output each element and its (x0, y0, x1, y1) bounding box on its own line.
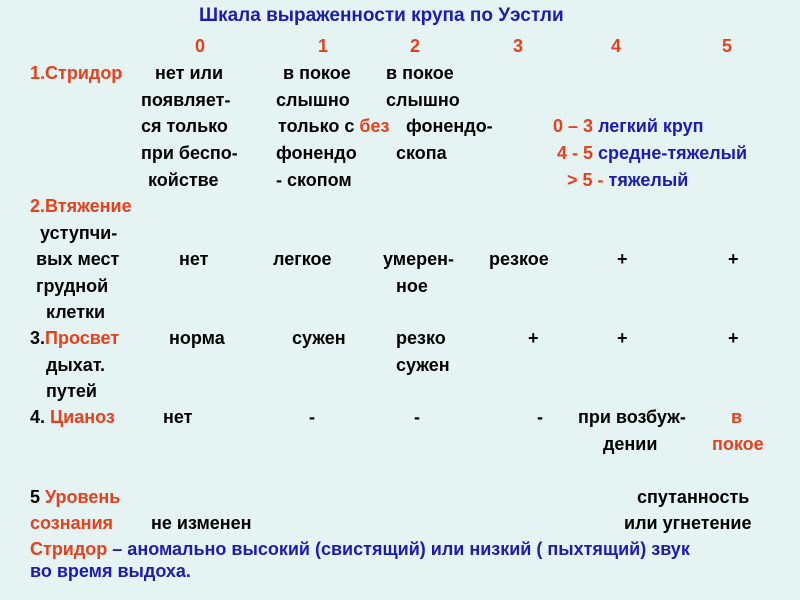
lumen-cell-1: сужен (292, 328, 346, 348)
row-label-retraction: 2.Втяжение (30, 196, 132, 216)
stridor-cell-3: слышно (386, 90, 460, 110)
consciousness-altered: или угнетение (624, 513, 752, 533)
lumen-label-line: путей (46, 381, 97, 401)
stridor-cell-2: слышно (276, 90, 350, 110)
cyanosis-cell-4: дении (603, 434, 658, 454)
retraction-cell-1: легкое (273, 249, 332, 269)
row-label-consciousness: 5 Уровень (30, 487, 121, 507)
retraction-cell-5: + (728, 249, 739, 269)
stridor-cell-1: появляет- (141, 90, 231, 110)
stridor-cell-3: в покое (386, 63, 454, 83)
severity-item: > 5 - тяжелый (567, 170, 689, 190)
stridor-cell-1: койстве (148, 170, 219, 190)
retraction-cell-3: резкое (489, 249, 549, 269)
stridor-cell-2: в покое (283, 63, 351, 83)
lumen-cell-0: норма (169, 328, 225, 348)
stridor-cell-2: только с без (278, 116, 390, 136)
retraction-label-line: уступчи- (40, 223, 118, 243)
column-header-0: 0 (195, 36, 206, 56)
footnote-term: Стридор (30, 539, 108, 559)
column-header-3: 3 (513, 36, 524, 56)
cyanosis-cell-0: нет (163, 407, 193, 427)
lumen-cell-4: + (617, 328, 628, 348)
column-header-1: 1 (318, 36, 329, 56)
column-header-5: 5 (722, 36, 733, 56)
retraction-cell-2: ное (396, 276, 428, 296)
retraction-label-line: грудной (36, 276, 109, 296)
retraction-label-line: вых мест (36, 249, 120, 269)
cyanosis-cell-2: - (414, 407, 420, 427)
lumen-cell-2: сужен (396, 355, 450, 375)
cyanosis-cell-5: покое (712, 434, 764, 454)
severity-item: 0 – 3 легкий круп (553, 116, 704, 136)
retraction-cell-0: нет (179, 249, 209, 269)
stridor-cell-1: нет или (155, 63, 224, 83)
consciousness-altered: спутанность (637, 487, 750, 507)
row-label-consciousness-line2: сознания (30, 513, 114, 533)
cyanosis-cell-1: - (309, 407, 315, 427)
lumen-cell-2: резко (396, 328, 446, 348)
lumen-label-line: дыхат. (46, 355, 106, 375)
stridor-label: Стридор (45, 63, 123, 83)
consciousness-normal: не изменен (151, 513, 252, 533)
severity-item: 4 - 5 средне-тяжелый (557, 143, 748, 163)
stridor-cell-1: ся только (141, 116, 228, 136)
footnote-line: во время выдоха. (30, 561, 191, 581)
cyanosis-cell-4: при возбуж- (578, 407, 686, 427)
retraction-label-line: клетки (46, 302, 106, 322)
stridor-cell-3: скопа (396, 143, 447, 163)
row-label-cyanosis: 4. Цианоз (30, 407, 115, 427)
page-title: Шкала выраженности крупа по Уэстли (199, 5, 564, 26)
stridor-cell-2: фонендо (276, 143, 357, 163)
row-label-stridor: 1.Стридор (30, 63, 123, 83)
column-header-4: 4 (611, 36, 622, 56)
lumen-cell-3: + (528, 328, 539, 348)
row-label-lumen: 3.Просвет (30, 328, 120, 348)
footnote-line: Стридор – аномально высокий (свистящий) или низкий ( пыхтящий) звук (30, 539, 690, 559)
column-header-2: 2 (410, 36, 421, 56)
cyanosis-cell-3: - (537, 407, 543, 427)
retraction-cell-2: умерен- (383, 249, 454, 269)
lumen-cell-5: + (728, 328, 739, 348)
stridor-cell-2: - скопом (276, 170, 352, 190)
stridor-cell-3: фонендо- (406, 116, 493, 136)
stridor-cell-1: при беспо- (141, 143, 238, 163)
retraction-cell-4: + (617, 249, 628, 269)
cyanosis-cell-5: в (731, 407, 743, 427)
